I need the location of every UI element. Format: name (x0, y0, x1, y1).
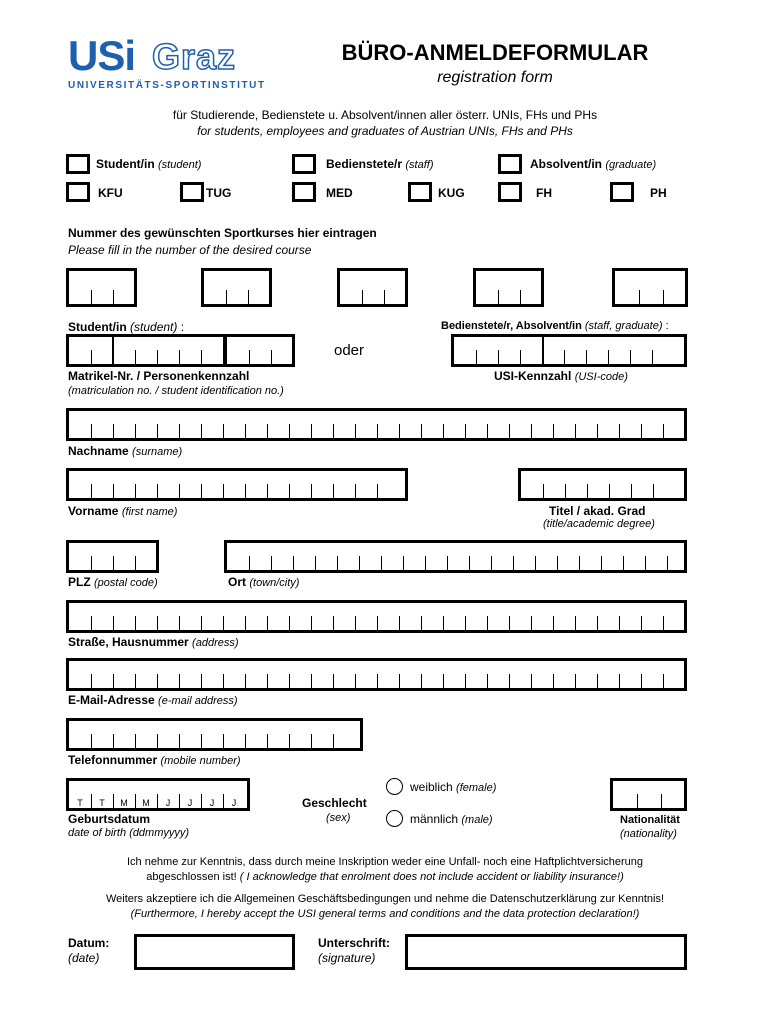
label-staff: Bedienstete/r (staff) (326, 157, 434, 171)
oder-text: oder (334, 342, 365, 359)
label-student: Student/in (student) (96, 157, 202, 171)
checkbox-ph[interactable] (610, 182, 634, 202)
email-label: E-Mail-Adresse (e-mail address) (68, 693, 238, 707)
terms-note-de: Weiters akzeptiere ich die Allgemeinen Geschäftsbedingungen und nehme die Datenschutzerklärung zur Kenntnis! (105, 893, 665, 905)
matrikel-label: Matrikel-Nr. / Personenkennzahl (68, 369, 250, 383)
course-input-1[interactable] (66, 268, 137, 307)
dob-label: Geburtsdatum (68, 812, 151, 826)
audience-de: für Studierende, Bedienstete u. Absolvent/innen aller österr. UNIs, FHs und PHs (172, 108, 598, 122)
nationality-label-en: (nationality) (620, 828, 677, 840)
label-kug: KUG (438, 186, 465, 200)
radio-female[interactable] (386, 778, 403, 795)
insurance-note-line2: abgeschlossen ist! ( I acknowledge that enrolment does not include accident or liability insurance!) (146, 871, 624, 883)
checkbox-kug[interactable] (408, 182, 432, 202)
page-subtitle: registration form (437, 69, 553, 86)
title-input[interactable] (518, 468, 687, 501)
label-tug: TUG (206, 186, 232, 200)
checkbox-fh[interactable] (498, 182, 522, 202)
label-kfu: KFU (98, 186, 123, 200)
date-label: Datum: (68, 936, 110, 950)
gender-label: Geschlecht (302, 796, 367, 810)
checkbox-tug[interactable] (180, 182, 204, 202)
male-label: männlich (male) (410, 812, 493, 826)
dob-cell-label: J (165, 798, 171, 808)
checkbox-med[interactable] (292, 182, 316, 202)
checkbox-staff[interactable] (292, 154, 316, 174)
dob-label-en: date of birth (ddmmyyyy) (68, 827, 190, 839)
firstname-input[interactable] (66, 468, 408, 501)
surname-input[interactable] (66, 408, 687, 441)
label-graduate: Absolvent/in (graduate) (530, 157, 657, 171)
course-input-4[interactable] (473, 268, 544, 307)
course-label-en: Please fill in the number of the desired course (68, 243, 312, 257)
terms-note-en: (Furthermore, I hereby accept the USI general terms and conditions and the data protection declaration!) (130, 908, 640, 920)
dob-cell-label: M (142, 798, 150, 808)
usi-logo (68, 32, 273, 92)
phone-label: Telefonnummer (mobile number) (68, 753, 241, 767)
street-label: Straße, Hausnummer (address) (68, 635, 239, 649)
checkbox-student[interactable] (66, 154, 90, 174)
audience-en: for students, employees and graduates of Austrian UNIs, FHs and PHs (197, 124, 573, 138)
nationality-input[interactable] (610, 778, 687, 811)
course-input-5[interactable] (612, 268, 688, 307)
signature-label: Unterschrift: (318, 936, 391, 950)
city-label: Ort (town/city) (228, 575, 300, 589)
student-id-label: Student/in (student) : (68, 320, 185, 334)
date-input[interactable] (134, 934, 295, 970)
dob-cell-label: M (120, 798, 128, 808)
plz-input[interactable] (66, 540, 159, 573)
email-input[interactable] (66, 658, 687, 691)
page-title: BÜRO-ANMELDEFORMULAR (341, 40, 649, 65)
course-input-2[interactable] (201, 268, 272, 307)
gender-label-en: (sex) (326, 812, 351, 824)
title-label: Titel / akad. Grad (549, 504, 646, 518)
surname-label: Nachname (surname) (68, 444, 183, 458)
label-fh: FH (536, 186, 552, 200)
checkbox-kfu[interactable] (66, 182, 90, 202)
course-input-3[interactable] (337, 268, 408, 307)
logo-graz-text: Graz (152, 36, 237, 77)
logo-usi-text: USi (68, 32, 136, 79)
female-label: weiblich (female) (410, 780, 497, 794)
personenkennzahl-input[interactable] (224, 334, 295, 367)
usi-code-input[interactable] (451, 334, 687, 367)
logo-subtitle: UNIVERSITÄTS-SPORTINSTITUT (68, 80, 266, 91)
phone-input[interactable] (66, 718, 363, 751)
street-input[interactable] (66, 600, 687, 633)
dob-cell-label: J (231, 798, 237, 808)
signature-label-en: (signature) (318, 951, 376, 965)
dob-cell-label: J (209, 798, 215, 808)
matrikel-label-en: (matriculation no. / student identification no.) (68, 385, 284, 397)
dob-cell-label: T (99, 798, 105, 808)
nationality-label: Nationalität (620, 814, 680, 826)
plz-label: PLZ (postal code) (68, 575, 158, 589)
checkbox-graduate[interactable] (498, 154, 522, 174)
dob-cell-label: J (187, 798, 193, 808)
staff-id-label: Bedienstete/r, Absolvent/in (staff, graduate) : (441, 320, 669, 332)
firstname-label: Vorname (first name) (68, 504, 178, 518)
insurance-note-de: Ich nehme zur Kenntnis, dass durch meine Inskription weder eine Unfall- noch eine Haftplichtversicherung (126, 856, 644, 868)
city-input[interactable] (224, 540, 687, 573)
usi-code-label: USI-Kennzahl (USI-code) (494, 369, 628, 383)
radio-male[interactable] (386, 810, 403, 827)
date-label-en: (date) (68, 951, 100, 965)
title-label-en: (title/academic degree) (543, 518, 655, 530)
signature-input[interactable] (405, 934, 687, 970)
dob-cell-label: T (77, 798, 83, 808)
dob-input[interactable] (66, 778, 250, 811)
label-ph: PH (650, 186, 667, 200)
matrikel-input[interactable] (66, 334, 226, 367)
course-label-de: Nummer des gewünschten Sportkurses hier eintragen (68, 226, 377, 240)
label-med: MED (326, 186, 353, 200)
